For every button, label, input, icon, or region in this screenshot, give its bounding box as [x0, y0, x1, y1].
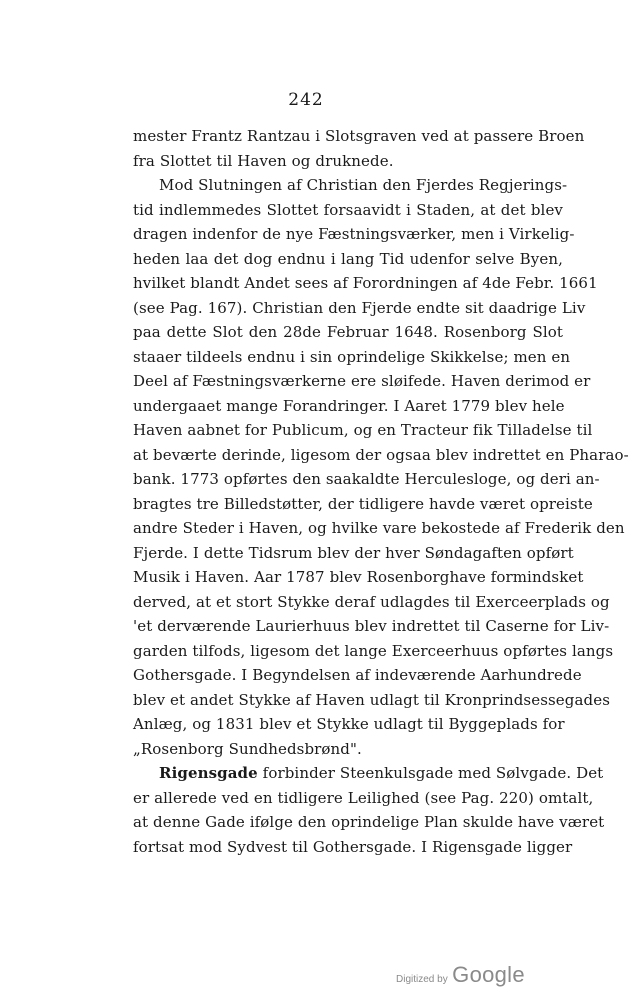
text-line: Fjerde. I dette Tidsrum blev der hver Søndagaften opført — [133, 543, 574, 562]
text-line: Mod Slutningen af Christian den Fjerdes Regjerings- — [159, 176, 568, 194]
text-line: tid indlemmedes Slottet forsaavidt i Staden, at det blev — [133, 200, 563, 219]
body-text — [133, 124, 629, 859]
text-line: hvilket blandt Andet sees af Forordningen af 4de Febr. 1661 — [133, 274, 598, 292]
text-fragment: forbinder Steenkulsgade med Sølvgade. Det — [262, 764, 604, 782]
text-line: andre Steder i Haven, og hvilke vare bekostede af Frederik den — [133, 519, 625, 537]
text-line: Haven aabnet for Publicum, og en Tracteur fik Tilladelse til — [133, 421, 593, 439]
page-number: 242 — [288, 90, 324, 110]
street-heading: Rigensgade — [159, 764, 258, 782]
text-line: „Rosenborg Sundhedsbrønd". — [133, 739, 362, 758]
watermark-prefix: Digitized by — [396, 974, 448, 985]
text-line: mester Frantz Rantzau i Slotsgraven ved at passere Broen — [133, 127, 585, 145]
text-line: bank. 1773 opførtes den saakaldte Herculesloge, og deri an- — [133, 470, 600, 488]
text-line: fra Slottet til Haven og druknede. — [133, 151, 394, 170]
text-line: Gothersgade. I Begyndelsen af indeværende Aarhundrede — [133, 666, 582, 684]
text-line: derved, at et stort Stykke deraf udlagdes til Exerceerplads og — [133, 592, 610, 611]
google-logo: Google — [452, 962, 525, 987]
text-line: Deel af Fæstningsværkerne ere sløifede. Haven derimod er — [133, 372, 591, 390]
text-line: bragtes tre Billedstøtter, der tidligere havde været opreiste — [133, 494, 593, 513]
text-line: at denne Gade ifølge den oprindelige Plan skulde have været — [133, 813, 605, 831]
text-line: fortsat mod Sydvest til Gothersgade. I Rigensgade ligger — [133, 837, 573, 856]
text-line: blev et andet Stykke af Haven udlagt til Kronprindsessegades — [133, 690, 610, 709]
text-line — [133, 761, 604, 786]
text-line: er allerede ved en tidligere Leilighed (see Pag. 220) omtalt, — [133, 788, 594, 807]
text-line: undergaaet mange Forandringer. I Aaret 1779 blev hele — [133, 396, 565, 415]
text-line: paa dette Slot den 28de Februar 1648. Rosenborg Slot — [133, 323, 563, 341]
text-line: (see Pag. 167). Christian den Fjerde endte sit daadrige Liv — [133, 298, 586, 317]
text-line: 'et derværende Laurierhuus blev indrettet til Caserne for Liv- — [133, 617, 610, 635]
text-line: staaer tildeels endnu i sin oprindelige Skikkelse; men en — [133, 347, 571, 366]
text-line: dragen indenfor de nye Fæstningsværker, men i Virkelig- — [133, 225, 575, 243]
digitized-watermark — [396, 962, 525, 988]
text-line: heden laa det dog endnu i lang Tid udenfor selve Byen, — [133, 249, 563, 268]
text-line: Anlæg, og 1831 blev et Stykke udlagt til Byggeplads for — [133, 715, 565, 733]
text-line: Musik i Haven. Aar 1787 blev Rosenborghave formindsket — [133, 568, 584, 586]
text-line: at beværte derinde, ligesom der ogsaa blev indrettet en Pharao- — [133, 445, 629, 464]
text-line: garden tilfods, ligesom det lange Exerceerhuus opførtes langs — [133, 641, 614, 660]
